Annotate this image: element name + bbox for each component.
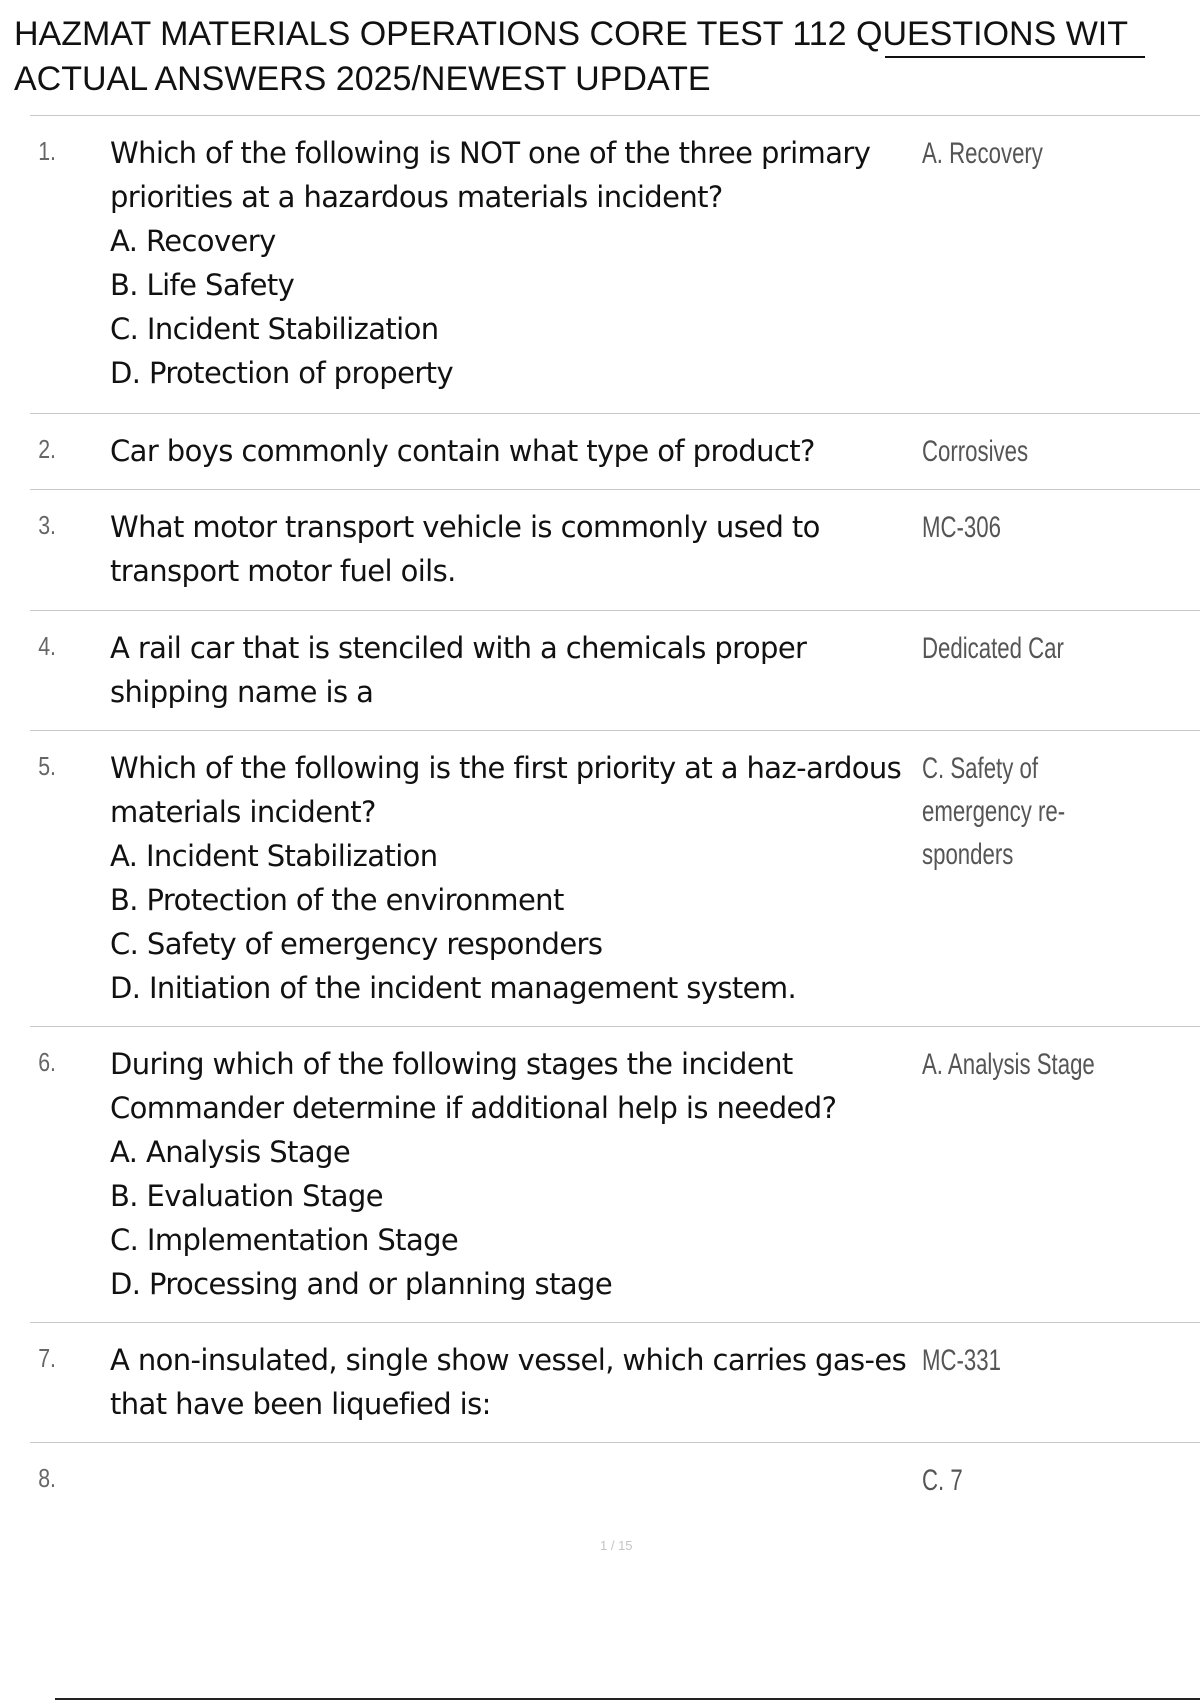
question-number: 4. <box>38 631 56 661</box>
answer-text: MC-306 <box>922 511 1001 544</box>
title-underline <box>885 56 1145 58</box>
option: D. Processing and or planning stage <box>110 1267 613 1301</box>
answer-text: MC-331 <box>922 1344 1001 1377</box>
question-text <box>110 1027 922 1322</box>
question-text <box>110 611 922 730</box>
question-stem: Which of the following is the first priority at a haz-ardous materials incident? <box>110 751 902 829</box>
title-line-1: HAZMAT MATERIALS OPERATIONS CORE TEST 112 QUESTIONS WIT <box>14 15 1128 53</box>
qa-row <box>30 1323 1200 1443</box>
answer-text: C. 7 <box>922 1464 963 1497</box>
qa-row <box>30 116 1200 414</box>
question-number: 8. <box>38 1463 56 1493</box>
title-line-2: ACTUAL ANSWERS 2025/NEWEST UPDATE <box>14 60 711 98</box>
qa-row <box>30 1027 1200 1323</box>
question-number: 1. <box>38 136 56 166</box>
option: B. Life Safety <box>110 268 295 302</box>
option: D. Initiation of the incident management system. <box>110 971 797 1005</box>
answer-text: C. Safety of emergency re-sponders <box>922 752 1066 871</box>
question-text <box>110 490 922 610</box>
option: D. Protection of property <box>110 356 454 390</box>
qa-row <box>30 731 1200 1027</box>
option: A. Recovery <box>110 224 276 258</box>
question-text <box>110 1323 922 1442</box>
option: A. Analysis Stage <box>110 1135 351 1169</box>
answer-text: Corrosives <box>922 435 1029 468</box>
question-stem: A rail car that is stenciled with a chemicals proper shipping name is a <box>110 631 807 709</box>
option: C. Incident Stabilization <box>110 312 439 346</box>
question-number: 3. <box>38 510 56 540</box>
option: C. Implementation Stage <box>110 1223 459 1257</box>
option: B. Evaluation Stage <box>110 1179 383 1213</box>
question-number: 2. <box>38 434 56 464</box>
question-stem: Car boys commonly contain what type of product? <box>110 434 815 468</box>
question-text <box>110 414 922 489</box>
qa-list <box>30 115 1200 1563</box>
question-text <box>110 1443 922 1563</box>
qa-row <box>30 611 1200 731</box>
question-text <box>110 731 922 1026</box>
question-stem: What motor transport vehicle is commonly used to transport motor fuel oils. <box>110 510 820 588</box>
answer-text: Dedicated Car <box>922 632 1064 665</box>
option: B. Protection of the environment <box>110 883 564 917</box>
question-stem: A non-insulated, single show vessel, which carries gas-es that have been liquefied is: <box>110 1343 907 1421</box>
option: C. Safety of emergency responders <box>110 927 603 961</box>
question-stem: Which of the following is NOT one of the three primary priorities at a hazardous materials incident? <box>110 136 871 214</box>
question-stem: During which of the following stages the incident Commander determine if additional help is needed? <box>110 1047 837 1125</box>
qa-row <box>30 414 1200 490</box>
page-number: 1 / 15 <box>600 1538 633 1553</box>
question-number: 7. <box>38 1343 56 1373</box>
option: A. Incident Stabilization <box>110 839 438 873</box>
qa-row <box>30 490 1200 611</box>
question-number: 5. <box>38 751 56 781</box>
question-text <box>110 116 922 413</box>
answer-text: A. Recovery <box>922 137 1043 170</box>
answer-text: A. Analysis Stage <box>922 1048 1095 1081</box>
question-number: 6. <box>38 1047 56 1077</box>
